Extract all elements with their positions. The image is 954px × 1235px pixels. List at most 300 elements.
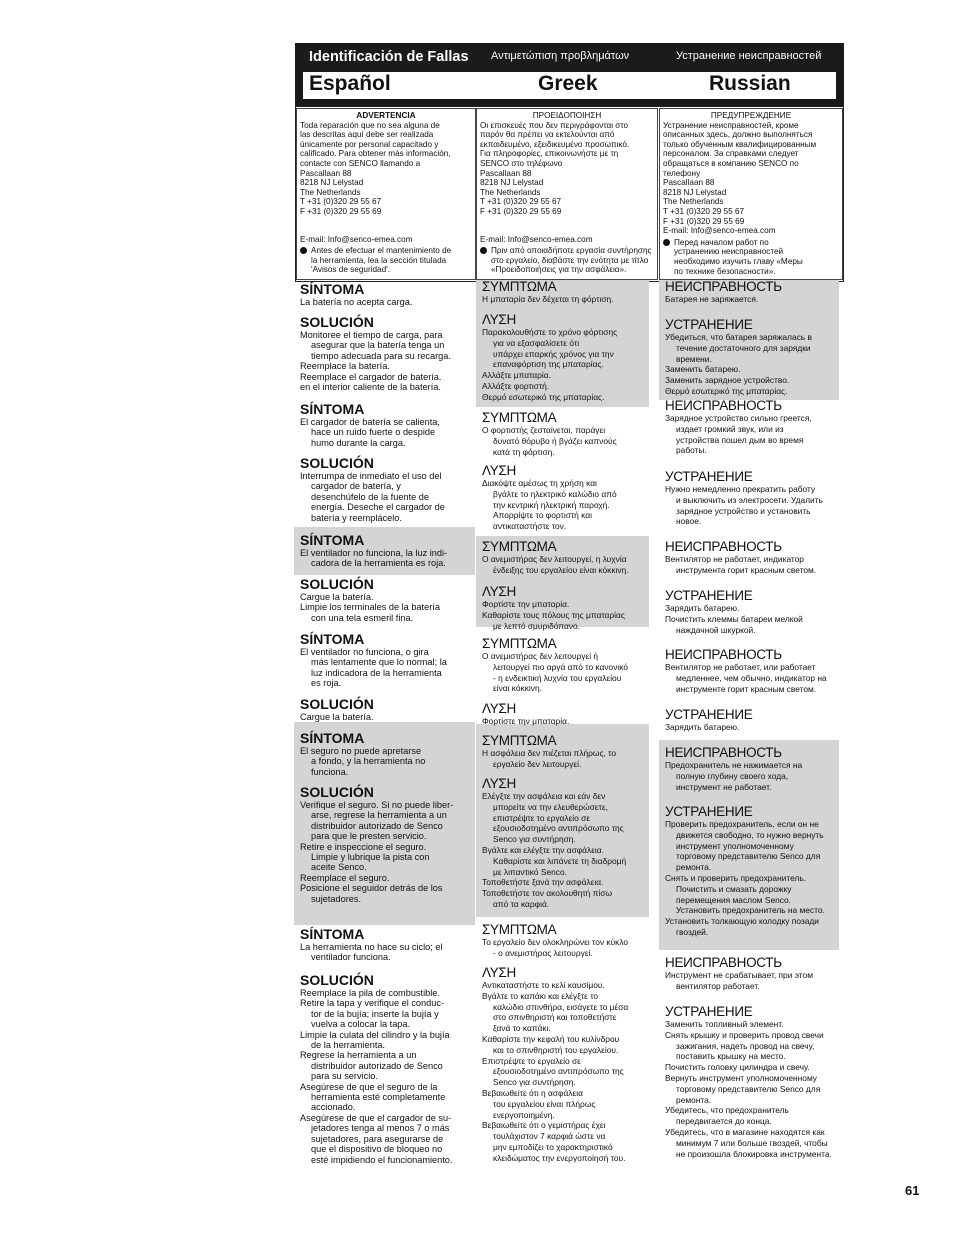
bullet-icon [663, 239, 670, 246]
section-line: инструменте горит красным светом. [676, 683, 817, 694]
symptom-heading: ΣΥΜΠΤΩΜΑ [482, 922, 557, 937]
warning-ru [659, 108, 843, 280]
header-el-subtitle: Αντιμετώπιση προβλημάτων [491, 50, 630, 62]
trouble-section [294, 927, 475, 965]
symptom-heading: ΣΥΜΠΤΩΜΑ [482, 733, 557, 748]
solution-heading: УСТРАНЕНИЕ [665, 469, 753, 484]
trouble-section [659, 708, 839, 735]
section-line: Senco για συντήρηση. [493, 1077, 576, 1088]
section-line: Monitoree el tiempo de carga, para [300, 330, 443, 340]
warning-bullet-line: 'Avisos de seguridad'. [311, 265, 390, 275]
section-line: την κεντρική ηλεκτρική παροχή. [493, 499, 610, 510]
section-line: Вернуть инструмент уполномоченному [665, 1072, 817, 1083]
trouble-section [659, 746, 839, 794]
trouble-section [476, 637, 649, 696]
warning-line: телефону [663, 168, 701, 178]
section-line: Φορτίστε την μπαταρία. [482, 599, 570, 609]
section-line: Заменить зарядное устройство. [665, 375, 790, 386]
section-line: зарядное устройство и установить [676, 505, 811, 516]
section-line: Установить толкающую колодку позади [665, 916, 819, 927]
warning-bullet-line: Πριν από οποιαδήποτε εργασία συντήρησης [491, 246, 652, 256]
section-line: Заменить батарею. [665, 364, 741, 375]
warning-line: персоналом. За справками следует [663, 149, 799, 159]
symptom-heading: НЕИСПРАВНОСТЬ [665, 745, 782, 760]
trouble-section [659, 956, 839, 994]
warning-es [296, 108, 476, 280]
warning-line: F +31 (0)320 29 55 69 [480, 206, 562, 216]
trouble-section [294, 533, 475, 571]
trouble-section [659, 648, 839, 696]
section-line: Βγάλτε και ελέγξτε την ασφάλεια. [482, 844, 604, 855]
section-line: μην εμποδίζει το χαρακτηριστικό [493, 1141, 613, 1152]
section-line: κλειδώματος την ενεργοποίησή του. [493, 1152, 626, 1163]
section-line: и выключить из электросети. Удалить [676, 494, 823, 505]
section-line: Τοποθετήστε ξανά την ασφάλεια. [482, 877, 604, 888]
section-line: para su servicio. [311, 1071, 378, 1082]
warning-line: The Netherlands [480, 187, 541, 197]
section-line: Διακόψτε αμέσως τη χρήση και [482, 478, 597, 488]
section-line: ремонта. [676, 862, 712, 873]
section-line: ξανά το καπάκι. [493, 1023, 551, 1034]
warning-bullet-text [674, 238, 803, 276]
solution-heading: УСТРАНЕНИЕ [665, 588, 753, 603]
section-line: Reemplace la pila de combustible. [300, 988, 440, 998]
symptom-heading: SÍNTOMA [300, 532, 365, 548]
section-line: Ο ανεμιστήρας δεν λειτουργεί, η λυχνία [482, 554, 627, 564]
section-line: Παρακολουθήστε το χρόνο φόρτισης [482, 327, 618, 337]
section-line: humo durante la carga. [311, 437, 406, 448]
section-line: инструмента горит красным светом. [676, 564, 817, 575]
solution-heading: ΛΥΣΗ [482, 701, 516, 716]
lang-el: Greek [538, 72, 598, 95]
section-line: Βεβαιωθείτε ότι η ασφάλεια [482, 1087, 583, 1098]
symptom-heading: ΣΥΜΠΤΩΜΑ [482, 410, 557, 425]
section-line: Limpie los terminales de la batería [300, 602, 440, 613]
section-line: Почистить клеммы батареи мелкой [665, 613, 803, 624]
section-line: El cargador de batería se calienta, [300, 417, 440, 427]
trouble-section [659, 1005, 839, 1161]
header-ru-subtitle: Устранение неисправностей [676, 50, 822, 62]
section-line: Asegúrese de que el cargador de su- [300, 1112, 452, 1123]
section-line: Убедитесь, что в магазине находятся как [665, 1126, 825, 1137]
section-line: asegurar que la batería tenga un [311, 340, 445, 351]
warning-line: παρόν θα πρέπει να εκτελούνται από [480, 130, 615, 140]
warning-title: ADVERTENCIA [356, 111, 416, 120]
section-line: βγάλτε το ηλεκτρικό καλώδιο από [493, 488, 617, 499]
symptom-heading: НЕИСПРАВНОСТЬ [665, 398, 782, 413]
section-line: από τα καρφιά. [493, 898, 550, 909]
section-line: Καθαρίστε την κεφαλή του κυλίνδρου [482, 1033, 620, 1044]
section-line: Limpie y lubrique la pista con [311, 852, 430, 863]
symptom-heading: НЕИСПРАВНОСТЬ [665, 539, 782, 554]
section-line: es roja. [311, 678, 342, 689]
warning-bullet-line: στο εργαλείο, διαβάστε την ενότητα με τίτλο [491, 255, 649, 265]
section-line: sujetadores, para asegurarse de [311, 1133, 444, 1144]
section-line: Зарядить батарею. [665, 722, 740, 732]
section-line: εξουσιοδοτημένο αντιπρόσωπο της [493, 823, 624, 834]
solution-heading: SOLUCIÓN [300, 455, 374, 471]
section-line: Θερμό εσωτερικό της μπαταρίας. [482, 391, 605, 402]
warning-bullet-line: устранению неисправностей [674, 247, 784, 257]
section-line: Αλλάξτε φορτιστή. [482, 380, 550, 391]
bullet-icon [480, 247, 487, 254]
section-line: με λεπτό σμυριδόπανο. [493, 620, 580, 631]
warning-line: Για πληροφορίες, επικοινωνήστε με τη [480, 149, 619, 159]
section-line: Снять и проверить предохранитель. [665, 872, 807, 883]
section-line: accionado. [311, 1102, 356, 1113]
trouble-section [476, 313, 649, 405]
section-line: не произошла блокировка инструмента. [676, 1148, 832, 1159]
section-line: Ο φορτιστής ζεσταίνεται, παράγει [482, 425, 606, 435]
trouble-section [294, 402, 475, 450]
trouble-section [476, 411, 649, 459]
section-line: του εργαλείου είναι πλήρως [493, 1098, 596, 1109]
section-line: Limpie la culata del cilindro y la bujía [300, 1029, 450, 1040]
trouble-section [476, 280, 649, 307]
solution-heading: SOLUCIÓN [300, 784, 374, 800]
section-line: distribuidor autorizado de Senco [311, 820, 443, 831]
section-line: desenchúfelo de la fuente de [311, 491, 430, 502]
solution-heading: SOLUCIÓN [300, 576, 374, 592]
section-line: Βγάλτε το καπάκι και ελέγξτε το [482, 990, 599, 1001]
lang-es: Español [309, 72, 391, 95]
section-line: Ελέγξτε την ασφάλεια και εάν δεν [482, 791, 606, 801]
section-line: Reemplace la batería. [300, 361, 390, 372]
trouble-section [294, 785, 475, 906]
lang-ru: Russian [709, 72, 791, 95]
section-line: με λιπαντικό Senco. [493, 866, 567, 877]
section-line: en el interior caliente de la batería. [300, 382, 441, 393]
section-line: торговому представителю Senco для [676, 851, 821, 862]
trouble-section [294, 973, 475, 1167]
section-line: Verifique el seguro. Si no puede liber- [300, 800, 454, 810]
section-line: Η ασφάλεια δεν πιέζεται πλήρως, το [482, 748, 616, 758]
warning-bullet-line: необходимо изучить главу «Меры [674, 256, 803, 266]
section-line: ремонта. [676, 1094, 712, 1105]
section-line: новое. [676, 516, 702, 527]
section-line: полную глубину своего хода, [676, 770, 789, 781]
section-line: Το εργαλείο δεν ολοκληρώνει τον κύκλο [482, 937, 629, 947]
section-line: arse, regrese la herramienta a un [311, 810, 447, 821]
section-line: más lentamente que lo normal; la [311, 657, 447, 668]
warning-bullet-line: Перед началом работ по [674, 237, 769, 247]
section-line: Cargue la batería. [300, 592, 374, 602]
symptom-heading: SÍNTOMA [300, 281, 365, 297]
trouble-section [659, 318, 839, 399]
symptom-heading: ΣΥΜΠΤΩΜΑ [482, 636, 557, 651]
section-line: στο σπινθηριστή και τοποθετήστε [493, 1012, 617, 1023]
section-line: Asegúrese de que el seguro de la [300, 1081, 438, 1092]
solution-heading: ΛΥΣΗ [482, 965, 516, 980]
warning-line: T +31 (0)320 29 55 67 [663, 206, 745, 216]
section-line: tiempo adecuada para su recarga. [311, 350, 451, 361]
trouble-section [659, 540, 839, 578]
solution-heading: УСТРАНЕНИЕ [665, 707, 753, 722]
symptom-heading: SÍNTOMA [300, 730, 365, 746]
warning-line: T +31 (0)320 29 55 67 [300, 197, 382, 207]
trouble-section [476, 702, 649, 729]
section-line: distribuidor autorizado de Senco [311, 1060, 443, 1071]
section-line: Απορρίψτε το φορτιστή και [493, 510, 592, 521]
section-line: - ο ανεμιστήρας λειτουργεί. [493, 947, 593, 958]
header-es-subtitle: Identificación de Fallas [309, 49, 469, 65]
warning-line: contacte con SENCO llamando a [300, 158, 421, 168]
section-line: batería y reemplácelo. [311, 512, 402, 523]
solution-heading: SOLUCIÓN [300, 972, 374, 988]
warning-line: Toda reparación que no sea alguna de [300, 120, 440, 130]
symptom-heading: НЕИСПРАВНОСТЬ [665, 279, 782, 294]
warning-line: F +31 (0)320 29 55 69 [300, 206, 382, 216]
section-line: καλώδιο σπινθήρα, εισάγετε το μέσα [493, 1001, 629, 1012]
solution-heading: ΛΥΣΗ [482, 312, 516, 327]
section-line: sujetadores. [311, 893, 362, 904]
section-line: funciona. [311, 766, 349, 777]
bullet-icon [300, 247, 307, 254]
section-line: El seguro no puede apretarse [300, 746, 422, 756]
warning-line: Устранение неисправностей, кроме [663, 120, 799, 130]
trouble-section [659, 589, 839, 637]
warning-line: las descritas aquí debe ser realizada [300, 130, 434, 140]
section-line: Убедиться, что батарея заряжалась в [665, 332, 812, 342]
section-line: минимум 7 или больше гвоздей, чтобы [676, 1137, 828, 1148]
section-line: υπάρχει επαρκής χρόνος για την [493, 348, 614, 359]
section-line: торговому представителю Senco для [676, 1083, 821, 1094]
language-row [303, 72, 836, 99]
symptom-heading: НЕИСПРАВНОСТЬ [665, 647, 782, 662]
section-line: времени. [676, 353, 712, 364]
section-line: para que le presten servicio. [311, 831, 427, 842]
section-line: con una tela esmeril fina. [311, 612, 414, 623]
section-line: работы. [676, 445, 707, 456]
trouble-section [659, 280, 839, 307]
section-line: Θερμό εσωτερικό της μπαταρίας. [665, 385, 788, 396]
warning-bullet-line: «Προειδοποιήσεις για την ασφάλεια». [491, 265, 627, 275]
section-line: a fondo, y la herramienta no [311, 756, 426, 767]
section-line: Нужно немедленно прекратить работу [665, 484, 816, 494]
warning-bullet-text [311, 246, 451, 275]
section-line: Reemplace el seguro. [300, 872, 390, 883]
section-line: Senco για συντήρηση. [493, 834, 576, 845]
section-line: και το σπινθηριστή του εργαλείου. [493, 1044, 619, 1055]
warning-line: F +31 (0)320 29 55 69 [663, 216, 745, 226]
section-line: Заменить топливный элемент. [665, 1019, 784, 1029]
section-line: hace un ruido fuerte o despide [311, 427, 436, 438]
section-line: издает громкий звук, или из [676, 423, 784, 434]
symptom-heading: SÍNTOMA [300, 926, 365, 942]
section-line: поставить крышку на место. [676, 1051, 786, 1062]
section-line: Инструмент не срабатывает, при этом [665, 970, 813, 980]
trouble-section [476, 777, 649, 912]
warning-bullet [480, 246, 654, 275]
warning-bullet [300, 246, 472, 275]
section-line: Βεβαιωθείτε ότι ο γεμιστήρας έχει [482, 1120, 606, 1131]
section-line: tor de la bujía; inserte la bujía y [311, 1008, 439, 1019]
section-line: que el dispositivo de bloqueo no [311, 1144, 443, 1155]
section-line: наждачной шкуркой. [676, 624, 756, 635]
section-line: La batería no acepta carga. [300, 297, 413, 307]
section-line: Вентилятор не работает, индикатор [665, 554, 804, 564]
section-line: μπορείτε να την ελευθερώσετε, [493, 801, 608, 812]
trouble-section [659, 470, 839, 529]
section-line: εξουσιοδοτημένο αντιπρόσωπο της [493, 1066, 624, 1077]
section-line: δυνατό θόρυβο ή βγάζει καπνούς [493, 435, 617, 446]
section-line: vuelva a colocar la tapa. [311, 1019, 411, 1030]
section-line: перемещения маслом Senco. [676, 894, 791, 905]
warning-line: T +31 (0)320 29 55 67 [480, 197, 562, 207]
trouble-section [659, 805, 839, 940]
warning-bullet-line: Antes de efectuar el mantenimiento de [311, 246, 452, 256]
section-line: είναι κόκκινη. [493, 683, 542, 694]
warning-line: calificado. Para obtener más información, [300, 149, 451, 159]
trouble-section [294, 315, 475, 394]
warning-line: Οι επισκευές που δεν περιγράφονται στο [480, 120, 629, 130]
section-line: de la herramienta. [311, 1040, 386, 1051]
solution-heading: УСТРАНЕНИЕ [665, 317, 753, 332]
warning-line: Pascallaan 88 [480, 168, 532, 178]
warning-bullet-text [491, 246, 651, 275]
warning-line: The Netherlands [663, 197, 724, 207]
warning-title: ΠΡΟΕΙΔΟΠΟΙΗΣΗ [532, 111, 602, 120]
section-line: инструмент уполномоченному [676, 840, 794, 851]
section-line: Зарядное устройство сильно греется, [665, 413, 812, 423]
trouble-section [476, 464, 649, 534]
section-line: Батарея не заряжается. [665, 294, 759, 304]
section-line: ventilador funciona. [311, 952, 391, 963]
section-line: Η μπαταρία δεν δέχεται τη φόρτιση. [482, 294, 614, 304]
trouble-section [476, 540, 649, 578]
warning-line: описанных здесь, должно выполняться [663, 130, 813, 140]
solution-heading: SOLUCIÓN [300, 696, 374, 712]
section-line: медленнее, чем обычно, индикатор на [676, 672, 827, 683]
section-line: ενεργοποιημένη. [493, 1109, 555, 1120]
section-line: Зарядить батарею. [665, 603, 740, 613]
section-line: luz indicadora de la herramienta [311, 667, 442, 678]
section-line: Предохранитель не нажимается на [665, 760, 803, 770]
section-line: Καθαρίστε τους πόλους της μπαταρίας [482, 609, 625, 620]
section-line: Ο ανεμιστήρας δεν λειτουργεί ή [482, 651, 599, 661]
solution-heading: УСТРАНЕНИЕ [665, 1004, 753, 1019]
section-line: Вентилятор не работает, или работает [665, 662, 816, 672]
spacer [480, 217, 654, 235]
section-line: energía. Deseche el cargador de [311, 502, 445, 513]
section-line: esté impidiendo el funcionamiento. [311, 1154, 453, 1165]
warning-line: Pascallaan 88 [663, 178, 715, 188]
section-line: Проверить предохранитель, если он не [665, 819, 819, 829]
section-line: Установить предохранитель на место. [676, 905, 825, 916]
section-line: El ventilador no funciona, o gira [300, 647, 429, 657]
section-line: La herramienta no hace su ciclo; el [300, 942, 443, 952]
section-line: cadora de la herramienta es roja. [311, 558, 446, 569]
section-line: Καθαρίστε και λιπάνετε τη διαδρομή [493, 855, 627, 866]
symptom-heading: НЕИСПРАВНОСТЬ [665, 955, 782, 970]
trouble-section [476, 966, 649, 1166]
section-line: Убедитесь, что предохранитель [665, 1105, 789, 1116]
section-line: устройства пошел дым во время [676, 434, 804, 445]
symptom-heading: SÍNTOMA [300, 631, 365, 647]
trouble-section [476, 734, 649, 772]
section-line: αντικαταστήστε τον. [493, 521, 567, 532]
warning-line: Pascallaan 88 [300, 168, 352, 178]
section-line: Τοποθετήστε τον ακολουθητή πίσω [482, 888, 612, 899]
section-line: зажигания, надеть провод на свечу, [676, 1040, 815, 1051]
warning-line: The Netherlands [300, 187, 361, 197]
trouble-section [294, 456, 475, 525]
section-line: Επιστρέψτε το εργαλείο σε [482, 1055, 581, 1066]
warning-line: εκπαιδευμένο, εξειδικευμένο προσωπικό. [480, 139, 630, 149]
section-line: herramienta esté completamente [311, 1092, 446, 1103]
warning-line: 8218 NJ Lelystad [300, 178, 364, 188]
section-line: Retire la tapa y verifique el conduc- [300, 998, 445, 1009]
section-line: κατά τη φόρτιση. [493, 446, 555, 457]
warning-el [476, 108, 658, 280]
warning-email: E-mail: Info@senco-emea.com [300, 234, 413, 244]
trouble-section [476, 923, 649, 961]
solution-heading: УСТРАНЕНИЕ [665, 804, 753, 819]
section-line: Interrumpa de inmediato el uso del [300, 471, 442, 481]
trouble-section [659, 399, 839, 458]
section-line: cargador de batería, y [311, 481, 401, 492]
section-line: Φορτίστε την μπαταρία. [482, 716, 570, 726]
section-line: εργαλείο δεν λειτουργεί. [493, 758, 582, 769]
section-line: Regrese la herramienta a un [300, 1050, 417, 1061]
warning-line: únicamente por personal capacitado y [300, 139, 439, 149]
warning-bullet-line: по технике безопасности». [674, 266, 776, 276]
warning-line: обращаться в компанию SENCO по [663, 158, 799, 168]
solution-heading: SOLUCIÓN [300, 314, 374, 330]
trouble-section [294, 697, 475, 724]
section-line: - η ενδεικτική λυχνία του εργαλείου [493, 672, 622, 683]
trouble-section [294, 632, 475, 691]
section-line: ένδειξης του εργαλείου είναι κόκκινη. [493, 564, 629, 575]
section-line: aceite Senco. [311, 862, 367, 873]
solution-heading: ΛΥΣΗ [482, 776, 516, 791]
section-line: Retire e inspeccione el seguro. [300, 841, 427, 852]
section-line: Cargue la batería. [300, 712, 374, 722]
trouble-section [476, 585, 649, 633]
section-line: λειτουργεί πιο αργά από το κανονικό [493, 661, 629, 672]
spacer [300, 217, 472, 235]
section-line: Reemplace el cargador de batería. [300, 371, 442, 382]
symptom-heading: ΣΥΜΠΤΩΜΑ [482, 279, 557, 294]
solution-heading: ΛΥΣΗ [482, 463, 516, 478]
section-line: течение достаточного для зарядки [676, 342, 811, 353]
warning-line: SENCO στο τηλέφωνο [480, 158, 563, 168]
trouble-section [294, 282, 475, 309]
section-line: Posicione el seguidor detrás de los [300, 883, 443, 894]
section-line: движется свободно, то нужно вернуть [676, 829, 824, 840]
section-line: Почистить головку цилиндра и свечу. [665, 1062, 810, 1073]
section-line: Почистить и смазать дорожку [676, 883, 792, 894]
warning-email: E-mail: Info@senco-emea.com [480, 234, 593, 244]
section-line: вентилятор работает. [676, 980, 760, 991]
section-line: jetadores tenga al menos 7 o más [311, 1123, 450, 1134]
warning-bullet-line: la herramienta, lea la sección titulada [311, 255, 447, 265]
warning-bullet [663, 238, 839, 276]
symptom-heading: SÍNTOMA [300, 401, 365, 417]
page-number: 61 [905, 1183, 920, 1198]
trouble-section [294, 577, 475, 625]
section-line: передвигается до конца. [676, 1116, 772, 1127]
warning-line: E-mail: Info@senco-emea.com [663, 226, 776, 236]
section-line: гвоздей. [676, 926, 709, 937]
warning-line: 8218 NJ Lelystad [480, 178, 544, 188]
symptom-heading: ΣΥΜΠΤΩΜΑ [482, 539, 557, 554]
section-line: Αλλάξτε μπαταρία. [482, 370, 551, 381]
section-line: El ventilador no funciona, la luz indi- [300, 548, 448, 558]
solution-heading: ΛΥΣΗ [482, 584, 516, 599]
trouble-section [294, 731, 475, 779]
section-line: инструмент не работает. [676, 781, 772, 792]
